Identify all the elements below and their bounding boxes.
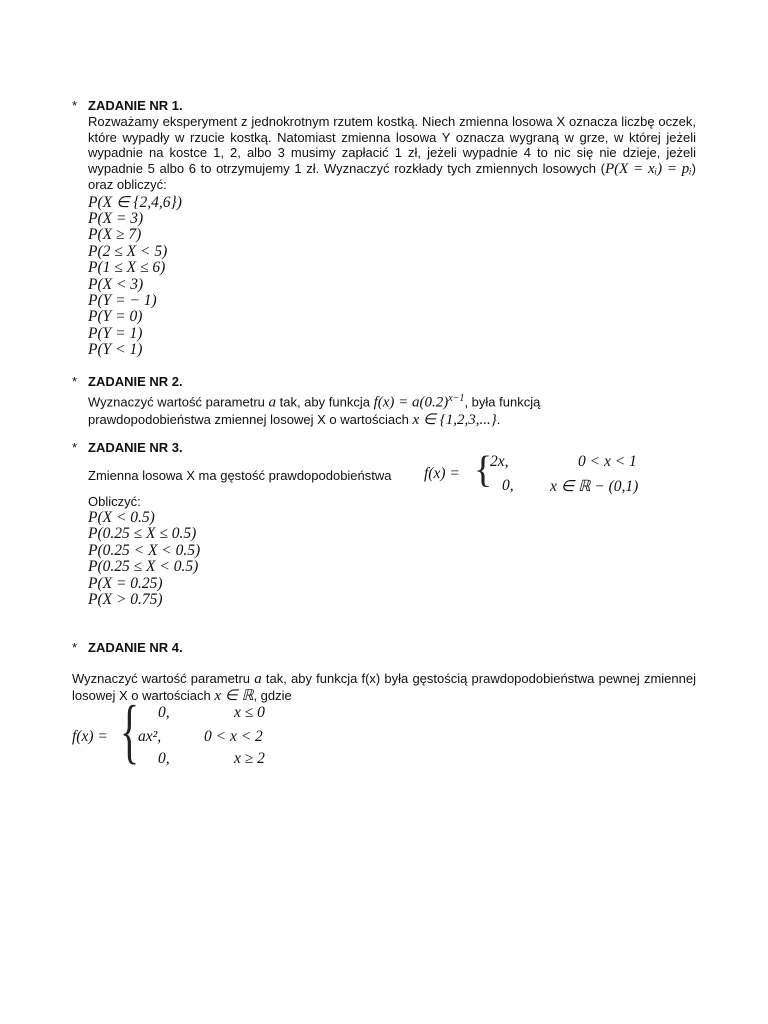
case-1-value: 2x,: [490, 453, 509, 470]
list-item: P(2 ≤ X < 5): [88, 242, 168, 260]
list-item: P(0.25 < X < 0.5): [88, 541, 201, 559]
task-3-compute-label: Obliczyć:: [88, 494, 141, 509]
list-item: P(X = 0.25): [88, 574, 163, 592]
task-2-domain: x ∈ {1,2,3,...}: [412, 412, 497, 429]
task-4-text-3: , gdzie: [253, 687, 292, 703]
list-item: P(0.25 ≤ X < 0.5): [88, 558, 199, 576]
task-4-domain: x ∈ ℝ: [214, 687, 254, 704]
task-4-header: [72, 640, 696, 656]
list-item: P(X < 3): [88, 275, 144, 293]
task-2-text-4: prawdopodobieństwa zmiennej losowej X o wartościach: [88, 412, 413, 428]
case-1-condition: x ≤ 0: [234, 704, 265, 721]
list-item: P(1 ≤ X ≤ 6): [88, 259, 166, 277]
case-2-condition: 0 < x < 2: [204, 728, 263, 745]
task-4-text-1: Wyznaczyć wartość parametru: [72, 671, 255, 686]
task-4: [72, 640, 696, 771]
task-2-exponent: x−1: [448, 393, 465, 404]
list-item: P(Y < 1): [88, 341, 143, 359]
task-3-title: ZADANIE NR 3.: [88, 440, 183, 455]
list-item: P(Y = − 1): [88, 291, 157, 309]
bullet-marker: *: [72, 640, 78, 655]
list-item: P(X ∈ {2,4,6}): [88, 193, 182, 211]
brace-icon: {: [474, 449, 493, 491]
list-item: P(Y = 1): [88, 324, 143, 342]
bullet-marker: *: [72, 98, 78, 113]
case-3-condition: x ≥ 2: [234, 750, 265, 767]
task-1-items: [88, 195, 696, 359]
case-2-value: 0,: [502, 477, 514, 494]
case-1-value: 0,: [158, 704, 170, 721]
task-4-title: ZADANIE NR 4.: [88, 640, 183, 655]
task-2-description: [88, 390, 696, 429]
task-3-intro: Zmienna losowa X ma gęstość prawdopodobieństwa: [88, 468, 392, 483]
task-2-text-3: , była funkcją: [464, 394, 541, 410]
list-item: P(Y = 0): [88, 308, 143, 326]
case-3-value: 0,: [158, 750, 170, 767]
task-1-text-b: ) oraz obliczyć:: [88, 160, 696, 192]
case-2-value: ax²,: [138, 728, 162, 745]
list-item: P(X > 0.75): [88, 591, 163, 609]
task-1-header: [72, 98, 696, 114]
task-2-title: ZADANIE NR 2.: [88, 374, 183, 389]
list-item: P(X < 0.5): [88, 509, 155, 526]
task-1: [72, 98, 696, 359]
case-1-condition: 0 < x < 1: [578, 453, 637, 470]
task-3-items: [88, 510, 200, 608]
task-2-text-2: tak, aby funkcja: [276, 394, 374, 410]
task-2-text-5: .: [496, 412, 501, 428]
task-2-param: a: [268, 394, 276, 411]
bullet-marker: *: [72, 440, 78, 455]
task-3: [72, 440, 696, 609]
brace-icon: {: [120, 691, 140, 771]
task-3-density-function: [72, 440, 696, 500]
case-2-condition: x ∈ ℝ − (0,1): [550, 478, 639, 495]
task-2: [72, 374, 696, 429]
list-item: P(0.25 ≤ X ≤ 0.5): [88, 525, 197, 543]
task-1-math: P(X = xᵢ) = pᵢ: [605, 160, 692, 177]
function-lhs: f(x) =: [424, 465, 460, 482]
task-2-function: f(x) = a(0.2): [373, 394, 449, 411]
task-2-text-1: Wyznaczyć wartość parametru: [88, 394, 269, 410]
task-1-text-a: Rozważamy eksperyment z jednokrotnym rzutem kostką. Niech zmienna losowa X oznacza liczbę oczek, które wypadły w rzucie kostką. Natomiast zmienna losowa Y oznacza wygraną w grze, w której jeżeli wypadnie na kostce 1, 2, albo 3 musimy zapłacić 1 zł, jeżeli wypadnie 4 to nic się nie dzieje, jeżeli wypadnie 5 albo 6 to otrzymujemy 1 zł. Wyznaczyć rozkłady tych zmiennych losowych (: [88, 114, 696, 176]
function-lhs: f(x) =: [72, 728, 108, 745]
task-4-text-2: tak, aby funkcja f(x) była gęstością prawdopodobieństwa pewnej zmiennej losowej X o wartościach: [72, 671, 696, 703]
list-item: P(X = 3): [88, 209, 144, 227]
bullet-marker: *: [72, 374, 78, 389]
task-1-title: ZADANIE NR 1.: [88, 98, 183, 113]
task-1-description: [88, 114, 696, 193]
list-item: P(X ≥ 7): [88, 226, 142, 244]
task-2-header: [72, 374, 696, 390]
task-4-param: a: [254, 671, 262, 687]
